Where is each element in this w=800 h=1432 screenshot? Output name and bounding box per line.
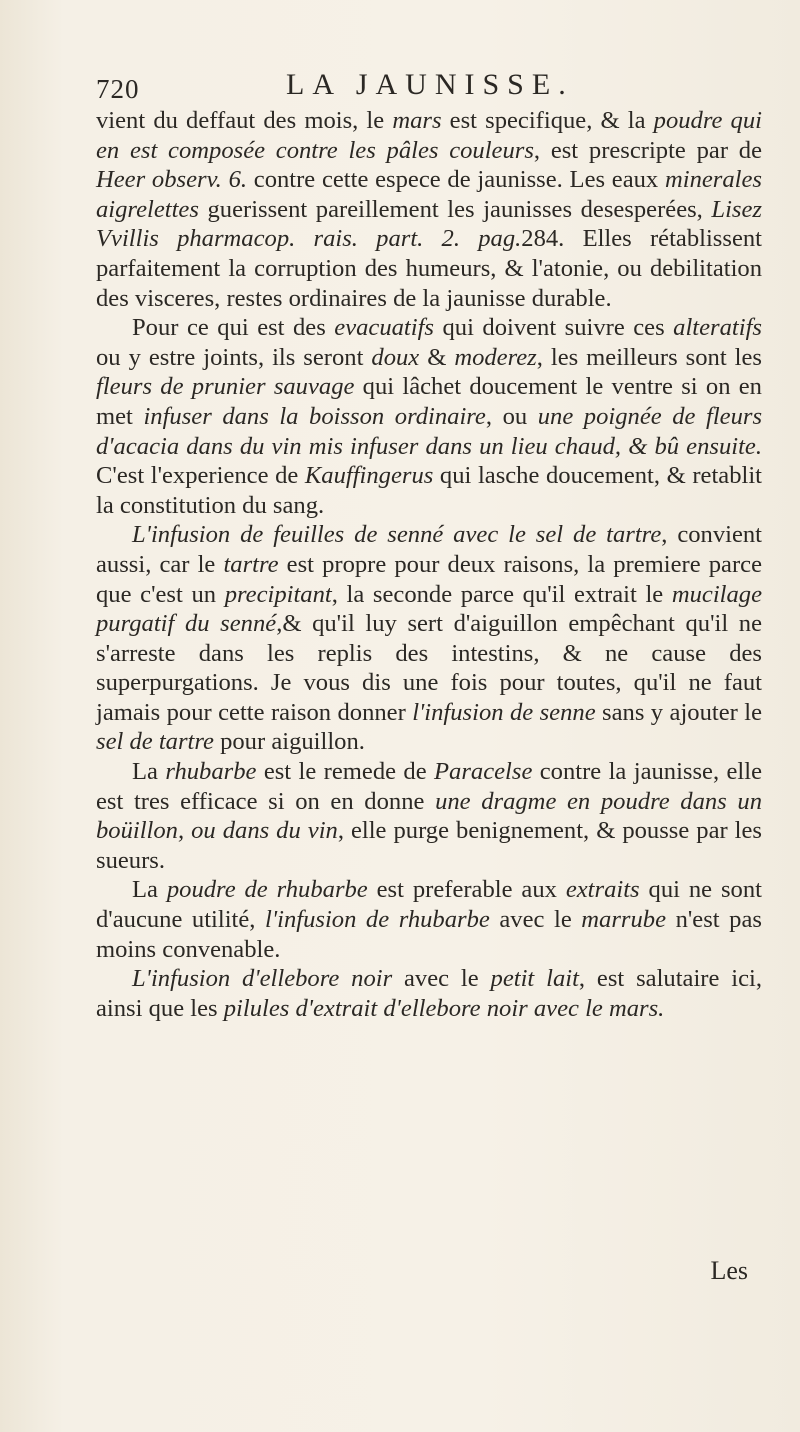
paragraph: [96, 313, 762, 520]
italic-text: pilules d'extrait d'ellebore noir avec le mars.: [223, 994, 665, 1022]
italic-text: sel de tartre: [96, 728, 214, 756]
body-text: [96, 106, 762, 1023]
text-run: , les meilleurs sont les: [536, 343, 762, 371]
text-run: qui doivent suivre ces: [434, 314, 674, 342]
text-run: avec le: [392, 965, 491, 993]
text-run: sans y ajouter le: [595, 698, 762, 726]
italic-text: mucilage purgatif du senné: [96, 580, 763, 638]
italic-text: poudre de rhubarbe: [166, 876, 368, 904]
text-run: , elle purge benignement, & pousse par les sueurs.: [96, 817, 762, 874]
text-run: &: [419, 343, 455, 371]
text-run: avec le: [489, 906, 582, 934]
text-run: ou y estre joints, ils seront: [96, 343, 372, 371]
italic-text: Lisez Vvillis pharmacop. rais. part. 2. pag.: [96, 195, 762, 253]
text-run: vient du deffaut des mois, le: [96, 107, 393, 134]
text-run: pour aiguillon.: [213, 728, 365, 756]
paragraph: [96, 106, 762, 313]
italic-text: Kauffingerus: [304, 462, 434, 490]
italic-text: une poignée de fleurs d'acacia dans du vin mis infuser dans un lieu chaud, & bû ensuite.: [96, 402, 763, 460]
italic-text: petit lait: [490, 965, 579, 993]
text-run: est specifique, & la: [441, 107, 654, 134]
text-run: qui lasche doucement, & retablit la constitution du sang.: [96, 462, 762, 519]
text-run: , convient aussi, car le: [96, 521, 763, 578]
italic-text: tartre: [223, 550, 279, 578]
italic-text: Paracelse: [434, 758, 533, 786]
text-run: contre cette espece de jaunisse. Les eaux: [247, 166, 665, 194]
italic-text: l'infusion de senne: [412, 698, 596, 726]
text-run: Pour ce qui est des: [132, 314, 335, 342]
italic-text: minerales aigrelettes: [96, 166, 762, 223]
italic-text: rhubarbe: [165, 758, 257, 786]
italic-text: L'infusion de feuilles de senné avec le sel de tartre: [132, 521, 662, 549]
italic-text: Heer observ. 6.: [96, 166, 248, 194]
paragraph: [96, 964, 762, 1023]
running-title: LA JAUNISSE.: [286, 68, 574, 101]
text-run: ,& qu'il luy sert d'aiguillon empêchant qu'il ne s'arreste dans les replis des intestins, & ne cause des superpurgations. Je vous dis une fois pour toutes, qu'il ne faut jamais pour cette raison donner: [96, 610, 763, 726]
italic-text: moderez: [454, 343, 537, 371]
text-run: 284. Elles rétablissent parfaitement la corruption des humeurs, & l'atonie, ou debilitation des visceres, restes ordinaires de la jaunisse durable.: [96, 225, 762, 312]
text-run: qui ne sont d'aucune utilité,: [96, 876, 762, 934]
page-number: 720: [96, 74, 140, 104]
text-run: qui lâchet doucement le ventre si on en met: [96, 373, 762, 430]
italic-text: alteratifs: [673, 314, 762, 342]
italic-text: evacuatifs: [334, 314, 434, 342]
paragraph: [96, 875, 762, 964]
text-run: , la seconde parce qu'il extrait le: [331, 580, 672, 608]
text-run: La: [132, 758, 166, 786]
italic-text: doux: [371, 343, 420, 371]
italic-text: infuser dans la boisson ordinaire: [143, 402, 486, 430]
italic-text: poudre qui en est composée contre les pâles couleurs: [96, 107, 762, 164]
italic-text: fleurs de prunier sauvage: [96, 373, 355, 401]
text-run: contre la jaunisse, elle est tres efficace si on en donne: [96, 758, 763, 815]
text-run: C'est l'experience de: [96, 462, 305, 490]
italic-text: marrube: [581, 906, 667, 934]
text-run: , est prescripte par de: [533, 136, 762, 164]
text-run: , ou: [485, 402, 538, 430]
italic-text: mars: [392, 107, 442, 134]
text-run: La: [132, 876, 167, 904]
catchword: Les: [710, 1256, 748, 1285]
text-run: , est salutaire ici, ainsi que les: [96, 965, 762, 1022]
text-run: guerissent pareillement les jaunisses desesperées,: [198, 195, 712, 223]
text-run: est propre pour deux raisons, la premiere parce que c'est un: [96, 550, 762, 608]
italic-text: L'infusion d'ellebore noir: [132, 965, 393, 993]
text-run: est preferable aux: [367, 876, 566, 904]
paragraph: [96, 757, 762, 875]
italic-text: l'infusion de rhubarbe: [265, 906, 490, 934]
paragraph: [96, 520, 762, 757]
italic-text: extraits: [565, 876, 640, 904]
text-run: est le remede de: [256, 758, 435, 786]
text-run: n'est pas moins convenable.: [96, 906, 762, 963]
italic-text: une dragme en poudre dans un boüillon, ou dans du vin: [96, 787, 763, 845]
page-header: [96, 66, 740, 106]
italic-text: precipitant: [224, 580, 332, 608]
